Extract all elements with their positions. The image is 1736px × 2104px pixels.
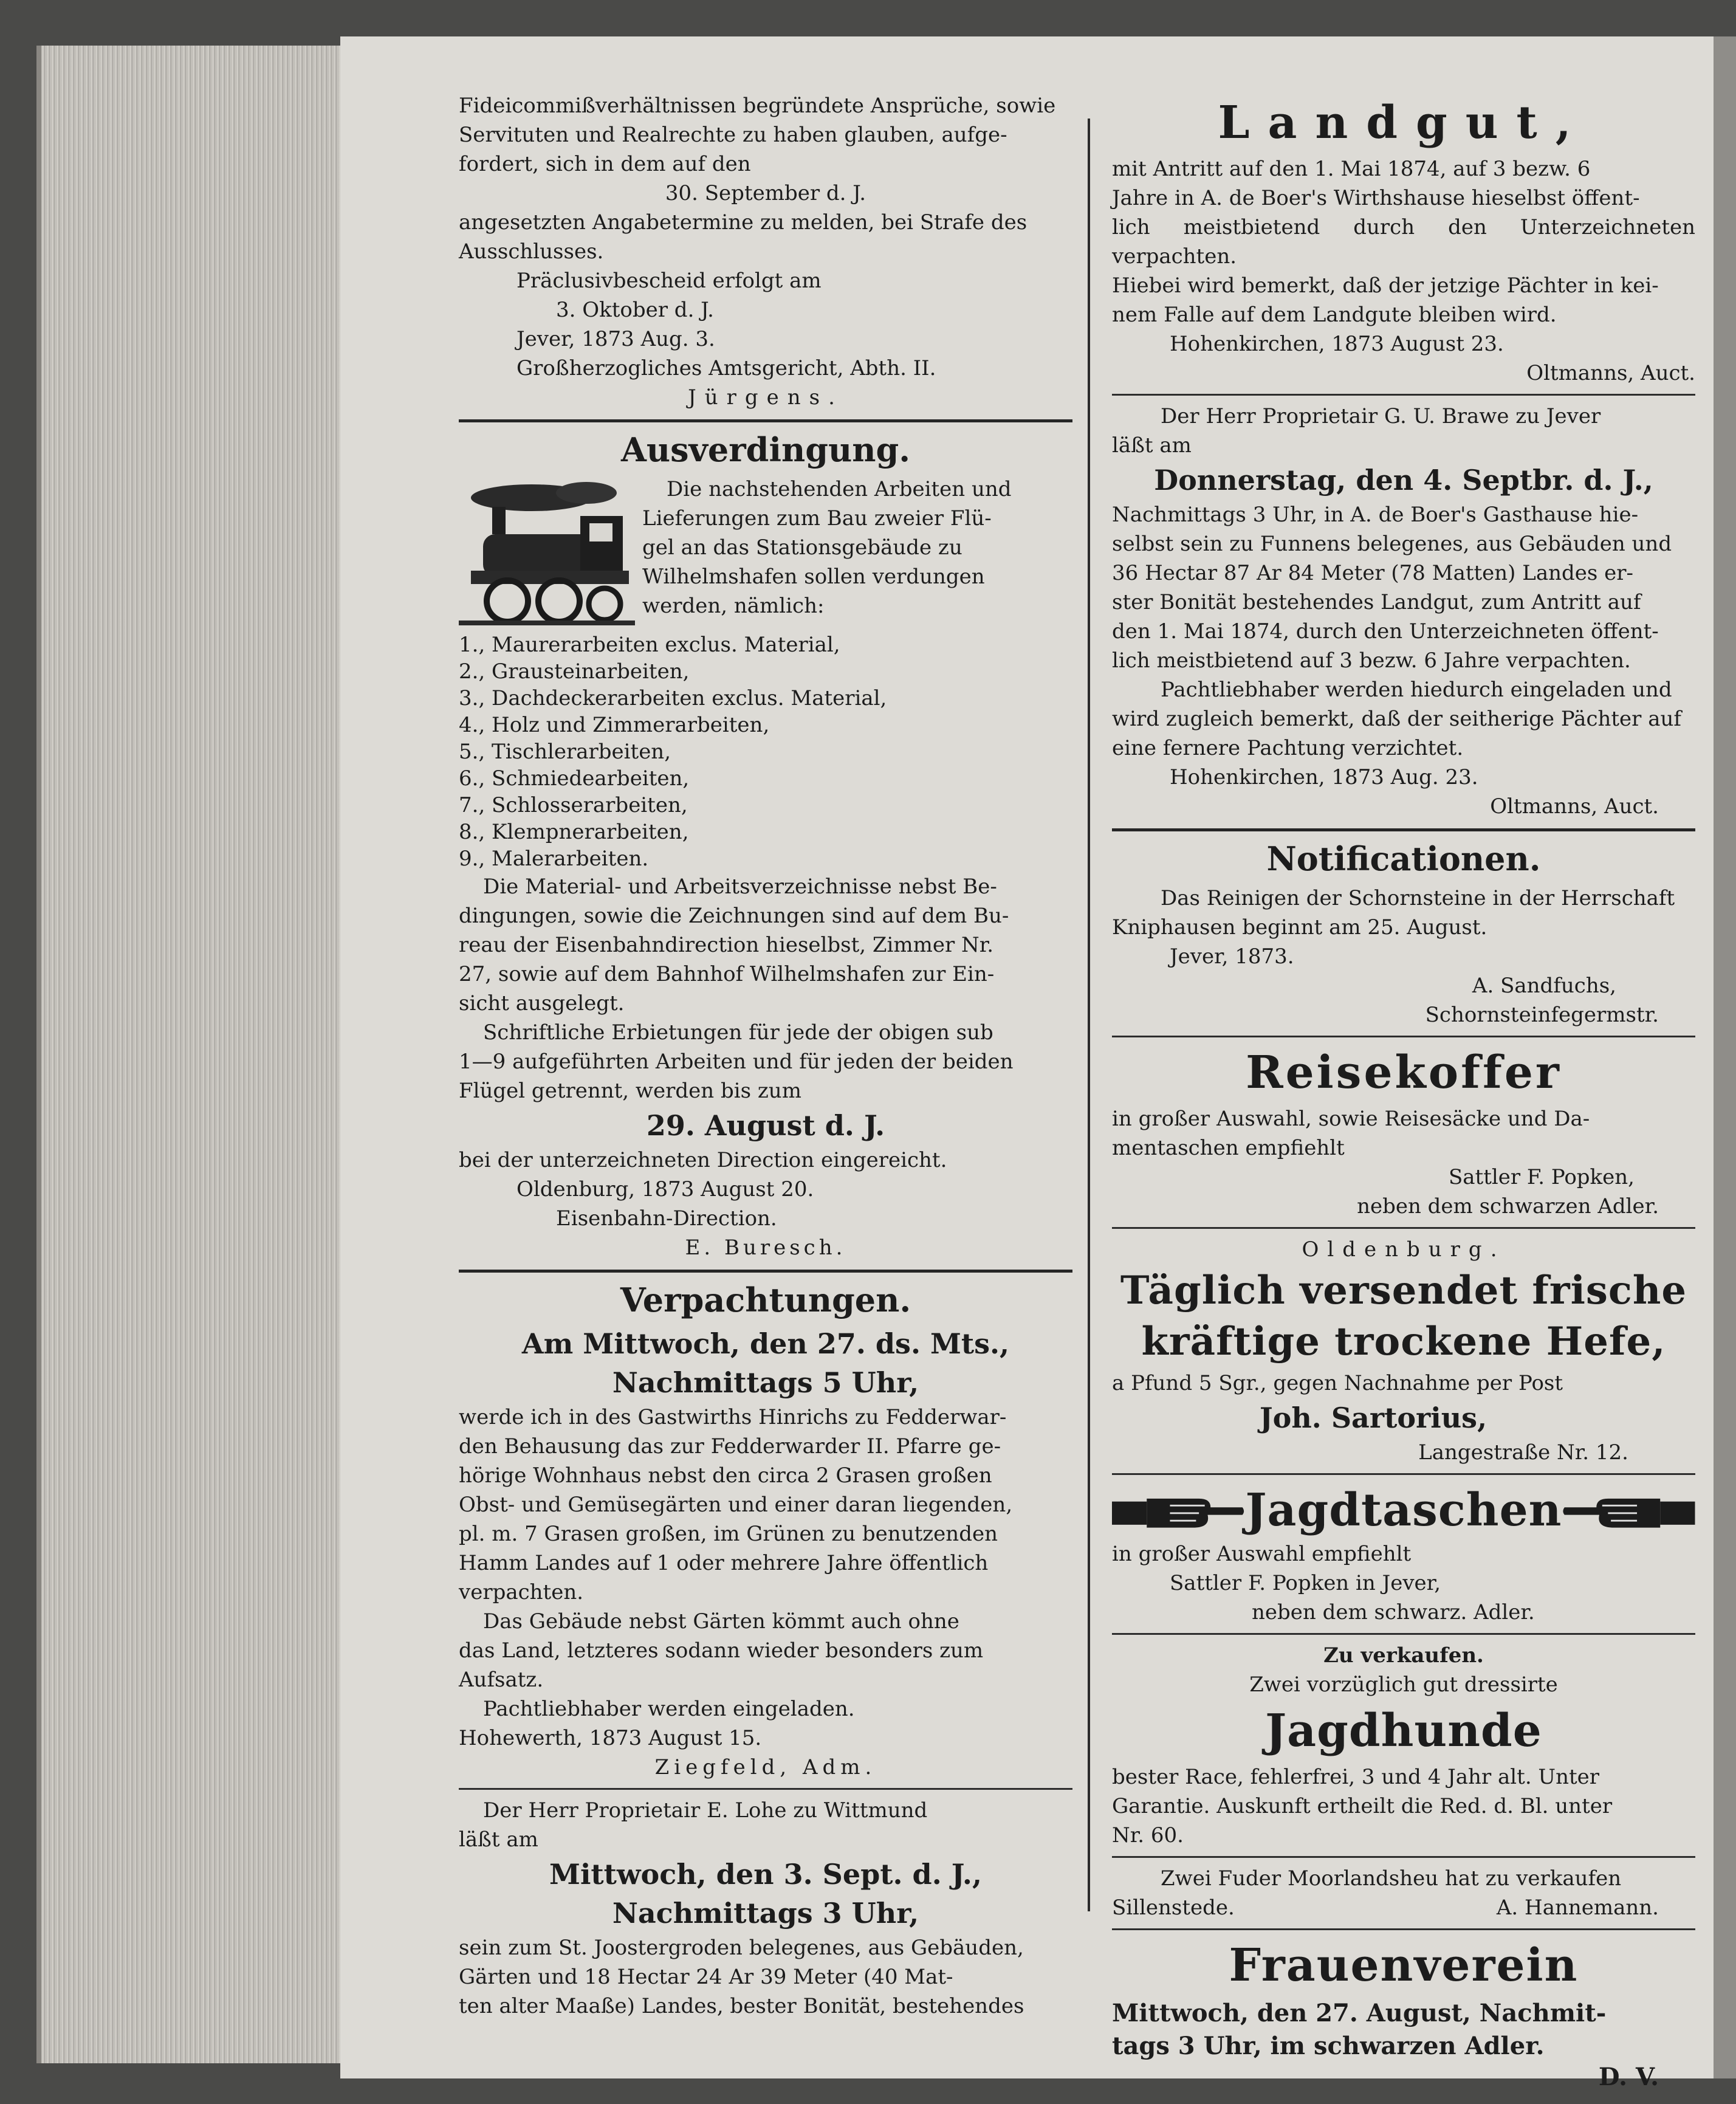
text-line: Obst- und Gemüsegärten und einer daran liegenden, <box>459 1493 1013 1517</box>
merchant-name: Sattler F. Popken in Jever, <box>1170 1571 1441 1595</box>
ad-jagdtaschen <box>1112 1481 1695 1627</box>
text-line: den 1. Mai 1874, durch den Unterzeichneten öffent- <box>1112 619 1659 644</box>
list-item: 6., Schmiedearbeiten, <box>459 766 690 791</box>
text-line: sicht ausgelegt. <box>459 991 625 1016</box>
text-line: angesetzten Angabetermine zu melden, bei Strafe des <box>459 210 1028 235</box>
signature: Jürgens. <box>688 385 843 410</box>
place-name-row <box>1112 1893 1695 1922</box>
headline: kräftige trockene Hefe, <box>1141 1319 1666 1364</box>
date-line: Am Mittwoch, den 27. ds. Mts., <box>521 1327 1010 1360</box>
text-line: das Land, letzteres sodann wieder besonders zum <box>459 1638 984 1663</box>
section-rule <box>1112 1928 1695 1930</box>
notice-notifications <box>1112 837 1695 1030</box>
text-line: Zwei Fuder Moorlandsheu hat zu verkaufen <box>1161 1866 1622 1891</box>
text-line: Nr. 60. <box>1112 1823 1184 1848</box>
text-line: eine fernere Pachtung verzichtet. <box>1112 736 1464 760</box>
list-item: 4., Holz und Zimmerarbeiten, <box>459 713 770 737</box>
text-line: Flügel getrennt, werden bis zum <box>459 1079 801 1103</box>
text-line: Lieferungen zum Bau zweier Flü- <box>642 506 992 531</box>
intro-text <box>642 475 1072 631</box>
notice-ausverdingung <box>459 428 1072 1262</box>
text-line: verpachten. <box>459 1580 584 1604</box>
text-line: hörige Wohnhaus nebst den circa 2 Grasen großen <box>459 1463 992 1488</box>
section-rule <box>1112 1036 1695 1037</box>
text-line: Hamm Landes auf 1 oder mehrere Jahre öffentlich <box>459 1551 989 1575</box>
text-line: mentaschen empfiehlt <box>1112 1136 1345 1160</box>
list-item: 3., Dachdeckerarbeiten exclus. Material, <box>459 686 887 710</box>
heading: Verpachtungen. <box>620 1281 911 1319</box>
place-date: Hohewerth, 1873 August 15. <box>459 1726 762 1750</box>
text-line: Servituten und Realrechte zu haben glauben, aufge- <box>459 123 1007 147</box>
text-line: Wilhelmshafen sollen verdungen <box>642 565 985 589</box>
column-divider <box>1088 119 1090 1911</box>
list-item: 9., Malerarbeiten. <box>459 847 649 871</box>
text-line: bester Race, fehlerfrei, 3 und 4 Jahr alt. Unter <box>1112 1765 1600 1789</box>
job-title: Schornsteinfegermstr. <box>1425 1003 1659 1027</box>
heading: Reisekoffer <box>1246 1047 1562 1099</box>
text-line: Mittwoch, den 27. August, Nachmit- <box>1112 1999 1607 2027</box>
signature: E. Buresch. <box>685 1236 846 1260</box>
place-date: Jever, 1873 Aug. 3. <box>516 327 715 351</box>
heading: Jagdtaschen <box>1245 1484 1562 1536</box>
section-rule <box>1112 1473 1695 1475</box>
address: neben dem schwarzen Adler. <box>1357 1194 1659 1219</box>
text-line: mit Antritt auf den 1. Mai 1874, auf 3 bezw. 6 <box>1112 157 1591 181</box>
ad-moorland <box>1112 1864 1695 1922</box>
section-rule <box>459 1788 1072 1790</box>
ad-hefe <box>1112 1235 1695 1467</box>
signature: A. Sandfuchs, <box>1472 974 1616 998</box>
place-date: Jever, 1873. <box>1170 944 1294 969</box>
text-line: Fideicommißverhältnissen begründete Ansprüche, sowie <box>459 94 1056 118</box>
text-line: Pachtliebhaber werden hiedurch eingeladen und <box>1161 678 1672 702</box>
text-line: Kniphausen beginnt am 25. August. <box>1112 915 1487 940</box>
text-line: Garantie. Auskunft ertheilt die Red. d. Bl. unter <box>1112 1794 1613 1818</box>
heading: Landgut, <box>1218 97 1590 149</box>
heading: Ausverdingung. <box>620 430 911 469</box>
organization: Eisenbahn-Direction. <box>556 1206 777 1231</box>
text-line: ster Bonität bestehendes Landgut, zum Antritt auf <box>1112 590 1641 614</box>
time-line: Nachmittags 5 Uhr, <box>612 1366 919 1399</box>
heading-row <box>1112 1481 1695 1539</box>
date-line: 30. September d. J. <box>665 181 866 205</box>
heading: Frauenverein <box>1229 1939 1579 1992</box>
signature: Ziegfeld, Adm. <box>654 1755 877 1779</box>
section-rule <box>1112 1227 1695 1229</box>
text-line: Das Reinigen der Schornsteine in der Herrschaft <box>1161 886 1675 910</box>
text-line: dingungen, sowie die Zeichnungen sind auf dem Bu- <box>459 904 1009 928</box>
text-line: werde ich in des Gastwirths Hinrichs zu Fedderwar- <box>459 1405 1007 1429</box>
text-line: Nachmittags 3 Uhr, in A. de Boer's Gasthause hie- <box>1112 503 1639 527</box>
signature: D. V. <box>1598 2063 1659 2091</box>
text-line: pl. m. 7 Grasen großen, im Grünen zu benutzenden <box>459 1522 998 1546</box>
text-line: 36 Hectar 87 Ar 84 Meter (78 Matten) Landes er- <box>1112 561 1634 585</box>
list-item: 1., Maurerarbeiten exclus. Material, <box>459 633 840 657</box>
text-line: werden, nämlich: <box>642 594 825 618</box>
text-line: 1—9 aufgeführten Arbeiten und für jeden der beiden <box>459 1050 1014 1074</box>
pointing-hand-right-icon <box>1112 1486 1246 1535</box>
merchant-name: Sattler F. Popken, <box>1448 1165 1635 1189</box>
text-line: Die Material- und Arbeitsverzeichnisse nebst Be- <box>483 875 997 899</box>
text-line: Jahre in A. de Boer's Wirthshause hieselbst öffent- <box>1112 186 1640 210</box>
merchant-name: Joh. Sartorius, <box>1259 1401 1487 1434</box>
text-line: ten alter Maaße) Landes, bester Bonität, bestehendes <box>459 1994 1024 2018</box>
text-line: tags 3 Uhr, im schwarzen Adler. <box>1112 2032 1545 2060</box>
text-line: Hiebei wird bemerkt, daß der jetzige Pächter in kei- <box>1112 273 1659 298</box>
text-line: bei der unterzeichneten Direction eingereicht. <box>459 1148 947 1172</box>
court-name: Großherzogliches Amtsgericht, Abth. II. <box>516 356 936 380</box>
ad-reisekoffer <box>1112 1043 1695 1221</box>
text-line: läßt am <box>1112 433 1192 458</box>
section-rule <box>1112 828 1695 831</box>
text-line: sein zum St. Joostergroden belegenes, aus Gebäuden, <box>459 1936 1024 1960</box>
list-item: 8., Klempnerarbeiten, <box>459 820 689 844</box>
place: Sillenstede. <box>1112 1896 1235 1920</box>
text-line: Aufsatz. <box>459 1668 544 1692</box>
section-rule <box>459 419 1072 422</box>
list-item: 5., Tischlerarbeiten, <box>459 740 671 764</box>
text-line: Pachtliebhaber werden eingeladen. <box>483 1697 855 1721</box>
text-line: Gärten und 18 Hectar 24 Ar 39 Meter (40 Mat- <box>459 1965 953 1989</box>
address: neben dem schwarz. Adler. <box>1252 1600 1535 1624</box>
section-rule <box>1112 394 1695 396</box>
headline: Täglich versendet frische <box>1120 1268 1687 1313</box>
date-line: Donnerstag, den 4. Septbr. d. J., <box>1154 464 1653 497</box>
notice-landgut <box>1112 94 1695 388</box>
deadline: 29. August d. J. <box>646 1109 885 1142</box>
city: Oldenburg. <box>1302 1237 1506 1262</box>
signature: Oltmanns, Auct. <box>1526 361 1695 385</box>
date-line: Mittwoch, den 3. Sept. d. J., <box>549 1858 982 1891</box>
text-line: Schriftliche Erbietungen für jede der obigen sub <box>483 1020 993 1045</box>
notice-lohe <box>459 1796 1072 2021</box>
book-page-edges <box>36 46 382 2063</box>
subheading: Zu verkaufen. <box>1323 1643 1484 1668</box>
text-line: wird zugleich bemerkt, daß der seitherige Pächter auf <box>1112 707 1681 731</box>
place-date: Hohenkirchen, 1873 August 23. <box>1170 332 1504 356</box>
heading: Jagdhunde <box>1265 1705 1542 1757</box>
right-column <box>1112 91 1695 2092</box>
scan-margin <box>1714 36 1736 2078</box>
text-line: Präclusivbescheid erfolgt am <box>516 269 822 293</box>
address: Langestraße Nr. 12. <box>1418 1440 1628 1465</box>
text-line: Das Gebäude nebst Gärten kömmt auch ohne <box>483 1609 959 1634</box>
pointing-hand-left-icon <box>1562 1486 1695 1535</box>
text-line: a Pfund 5 Sgr., gegen Nachnahme per Post <box>1112 1371 1563 1395</box>
work-list <box>459 631 1072 872</box>
notice-fideicommiss <box>459 91 1072 412</box>
text-line: nem Falle auf dem Landgute bleiben wird. <box>1112 303 1557 327</box>
text-line: Die nachstehenden Arbeiten und <box>667 477 1012 501</box>
text-line: den Behausung das zur Fedderwarder II. Pfarre ge- <box>459 1434 1001 1459</box>
text-line: gel an das Stationsgebäude zu <box>642 535 962 560</box>
place-date: Hohenkirchen, 1873 Aug. 23. <box>1170 765 1478 789</box>
locomotive-icon <box>459 480 635 631</box>
ad-frauenverein <box>1112 1936 1695 2092</box>
text-line: lich meistbietend durch den Unterzeichneten verpachten. <box>1112 215 1695 269</box>
place-date: Oldenburg, 1873 August 20. <box>516 1177 814 1202</box>
text-line: Der Herr Proprietair G. U. Brawe zu Jever <box>1161 404 1601 428</box>
text-line: lich meistbietend auf 3 bezw. 6 Jahre verpachten. <box>1112 648 1631 673</box>
heading: Notificationen. <box>1266 839 1541 878</box>
intro-with-illustration <box>459 475 1072 631</box>
time-line: Nachmittags 3 Uhr, <box>612 1897 919 1930</box>
text-line: Zwei vorzüglich gut dressirte <box>1249 1673 1558 1697</box>
date-line: 3. Oktober d. J. <box>556 298 714 322</box>
section-rule <box>1112 1633 1695 1635</box>
notice-brawe <box>1112 402 1695 821</box>
text-line: in großer Auswahl, sowie Reisesäcke und Da- <box>1112 1107 1590 1131</box>
text-line: 27, sowie auf dem Bahnhof Wilhelmshafen zur Ein- <box>459 962 995 986</box>
list-item: 2., Grausteinarbeiten, <box>459 659 690 684</box>
signature: Oltmanns, Auct. <box>1490 794 1659 819</box>
seller-name: A. Hannemann. <box>1496 1896 1659 1920</box>
text-line: in großer Auswahl empfiehlt <box>1112 1542 1412 1566</box>
list-item: 7., Schlosserarbeiten, <box>459 793 688 817</box>
section-rule <box>459 1270 1072 1273</box>
text-line: Ausschlusses. <box>459 239 604 264</box>
text-line: reau der Eisenbahndirection hieselbst, Zimmer Nr. <box>459 933 994 957</box>
text-line: läßt am <box>459 1827 538 1852</box>
text-line: Der Herr Proprietair E. Lohe zu Wittmund <box>483 1798 928 1823</box>
section-rule <box>1112 1856 1695 1858</box>
text-line: fordert, sich in dem auf den <box>459 152 751 176</box>
ad-jagdhunde <box>1112 1641 1695 1850</box>
left-column <box>459 91 1072 2021</box>
notice-verpachtungen <box>459 1279 1072 1782</box>
text-line: selbst sein zu Funnens belegenes, aus Gebäuden und <box>1112 532 1672 556</box>
